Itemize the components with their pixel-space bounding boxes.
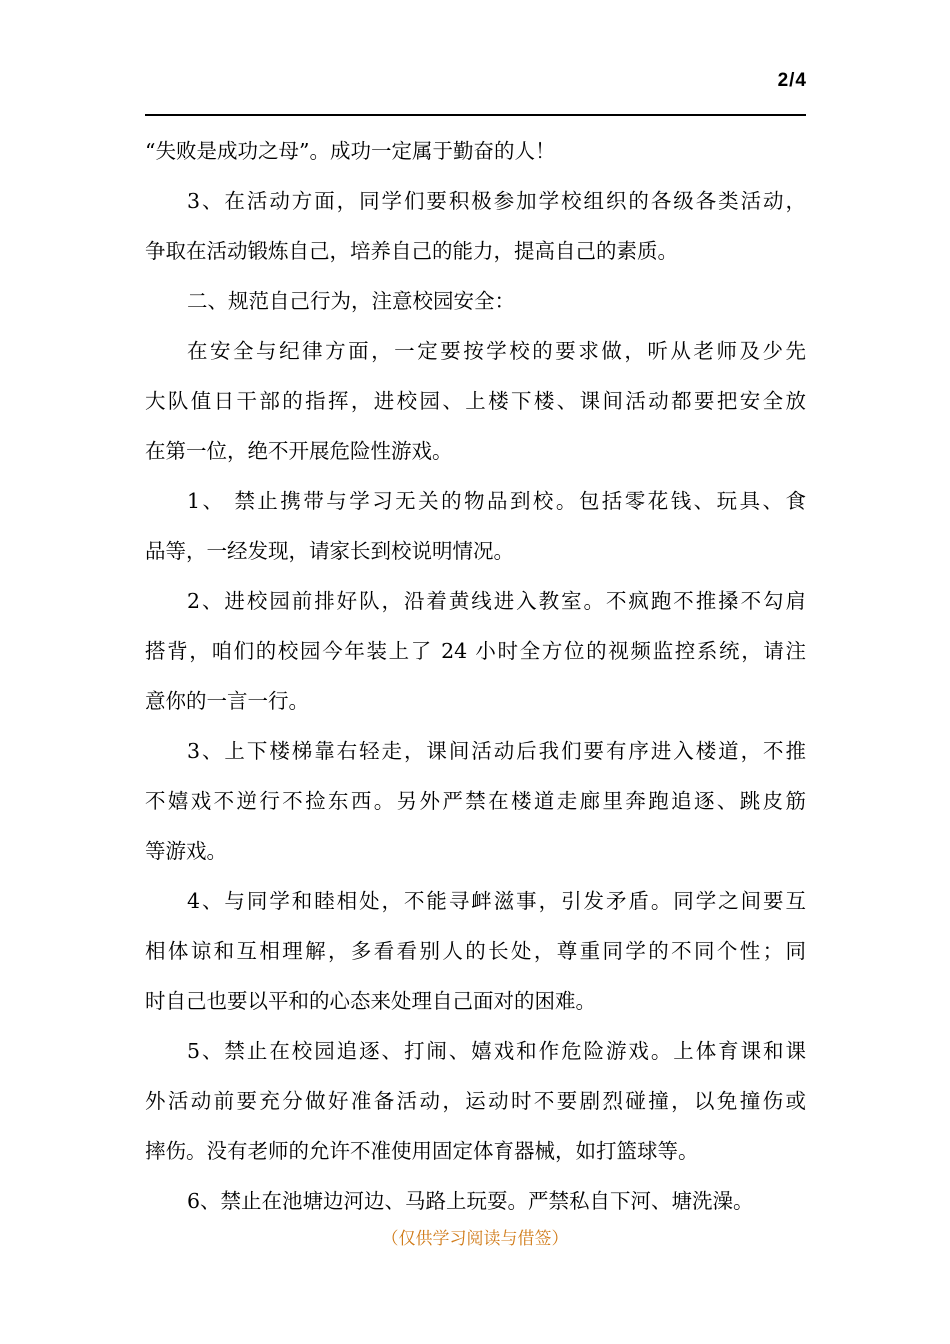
text-line: 时自己也要以平和的心态来处理自己面对的困难。 <box>145 989 596 1013</box>
page-number: 2/4 <box>777 70 807 91</box>
text-line: 等游戏。 <box>145 839 227 863</box>
text-line: 在第一位，绝不开展危险性游戏。 <box>145 439 453 463</box>
text-line: 意你的一言一行。 <box>145 689 309 713</box>
text-line: 3、上下楼梯靠右轻走，课间活动后我们要有序进入楼道，不推 <box>187 739 806 763</box>
text-line: 大队值日干部的指挥，进校园、上楼下楼、课间活动都要把安全放 <box>145 389 806 413</box>
text-line: 外活动前要充分做好准备活动，运动时不要剧烈碰撞，以免撞伤或 <box>145 1089 806 1113</box>
text-line: 4、与同学和睦相处，不能寻衅滋事，引发矛盾。同学之间要互 <box>187 889 806 913</box>
text-line: 摔伤。没有老师的允许不准使用固定体育器械，如打篮球等。 <box>145 1139 699 1163</box>
text-line: 6、禁止在池塘边河边、马路上玩耍。严禁私自下河、塘洗澡。 <box>187 1189 754 1213</box>
text-line: 2、进校园前排好队，沿着黄线进入教室。不疯跑不推搡不勾肩 <box>187 589 806 613</box>
footer-note: （仅供学习阅读与借签） <box>381 1229 569 1249</box>
document-body <box>145 126 806 1226</box>
text-line: 3、在活动方面，同学们要积极参加学校组织的各级各类活动， <box>187 189 806 213</box>
header-divider <box>145 114 806 116</box>
text-line: 品等，一经发现，请家长到校说明情况。 <box>145 539 514 563</box>
text-line: 争取在活动锻炼自己，培养自己的能力，提高自己的素质。 <box>145 239 678 263</box>
text-line: 不嬉戏不逆行不捡东西。另外严禁在楼道走廊里奔跑追逐、跳皮筋 <box>145 789 806 813</box>
text-line: 在安全与纪律方面，一定要按学校的要求做，听从老师及少先 <box>187 339 806 363</box>
text-line: 搭背，咱们的校园今年装上了 24 小时全方位的视频监控系统，请注 <box>145 639 806 663</box>
text-line: “失败是成功之母”。成功一定属于勤奋的人！ <box>145 139 556 163</box>
section-heading: 二、规范自己行为，注意校园安全： <box>187 289 515 313</box>
text-line: 1、 禁止携带与学习无关的物品到校。包括零花钱、玩具、食 <box>187 489 806 513</box>
text-line: 5、禁止在校园追逐、打闹、嬉戏和作危险游戏。上体育课和课 <box>187 1039 806 1063</box>
text-line: 相体谅和互相理解，多看看别人的长处，尊重同学的不同个性；同 <box>145 939 806 963</box>
